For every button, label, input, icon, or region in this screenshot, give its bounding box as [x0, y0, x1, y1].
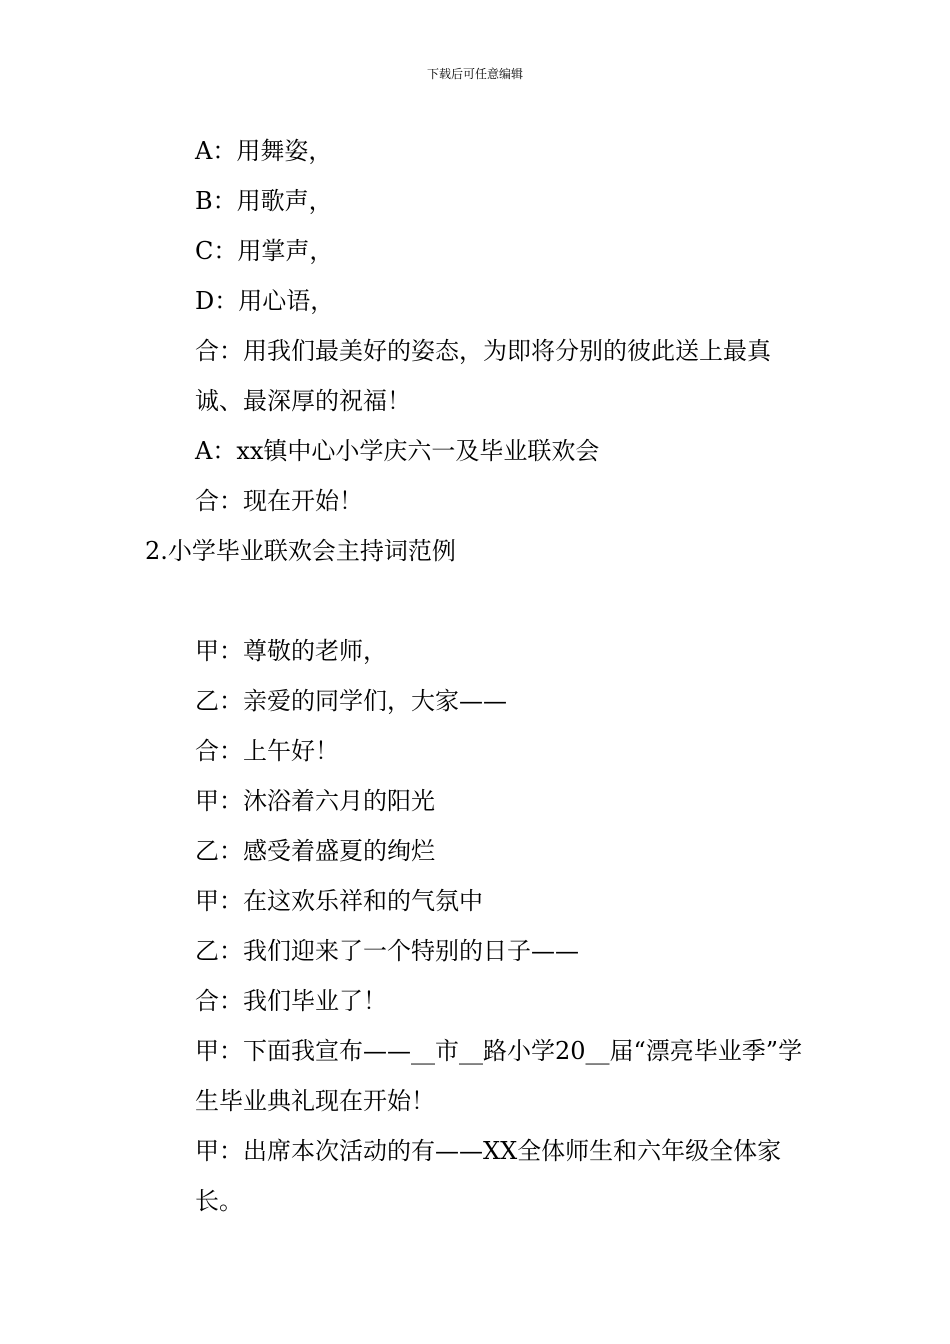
- line-yi-summer: 乙：感受着盛夏的绚烂: [195, 837, 435, 865]
- line-c-applause: C：用掌声，: [195, 237, 334, 265]
- document-body: [145, 126, 810, 1226]
- section-heading-2: 2.小学毕业联欢会主持词范例: [145, 537, 456, 565]
- line-jia-announce: 甲：下面我宣布——__市__路小学20__届“漂亮毕业季”学生毕业典礼现在开始！: [195, 1037, 803, 1115]
- line-together-blessing: 合：用我们最美好的姿态，为即将分别的彼此送上最真诚、最深厚的祝福！: [195, 337, 771, 415]
- line-together-start: 合：现在开始！: [195, 487, 363, 515]
- line-yi-special-day: 乙：我们迎来了一个特别的日子——: [195, 937, 579, 965]
- line-jia-sunshine: 甲：沐浴着六月的阳光: [195, 787, 435, 815]
- line-a-event: A：xx镇中心小学庆六一及毕业联欢会: [195, 437, 600, 465]
- line-together-graduate: 合：我们毕业了！: [195, 987, 387, 1015]
- line-jia-atmosphere: 甲：在这欢乐祥和的气氛中: [195, 887, 483, 915]
- line-together-morning: 合：上午好！: [195, 737, 339, 765]
- line-jia-attendees: 甲：出席本次活动的有——XX全体师生和六年级全体家长。: [195, 1137, 782, 1215]
- page-header-note: 下载后可任意编辑: [426, 67, 523, 81]
- line-jia-teachers: 甲：尊敬的老师，: [195, 637, 387, 665]
- line-yi-students: 乙：亲爱的同学们，大家——: [195, 687, 507, 715]
- line-d-heart: D：用心语，: [195, 287, 335, 315]
- line-a-dance: A：用舞姿，: [195, 137, 333, 165]
- blank-line: [145, 576, 810, 626]
- line-b-song: B：用歌声，: [195, 187, 333, 215]
